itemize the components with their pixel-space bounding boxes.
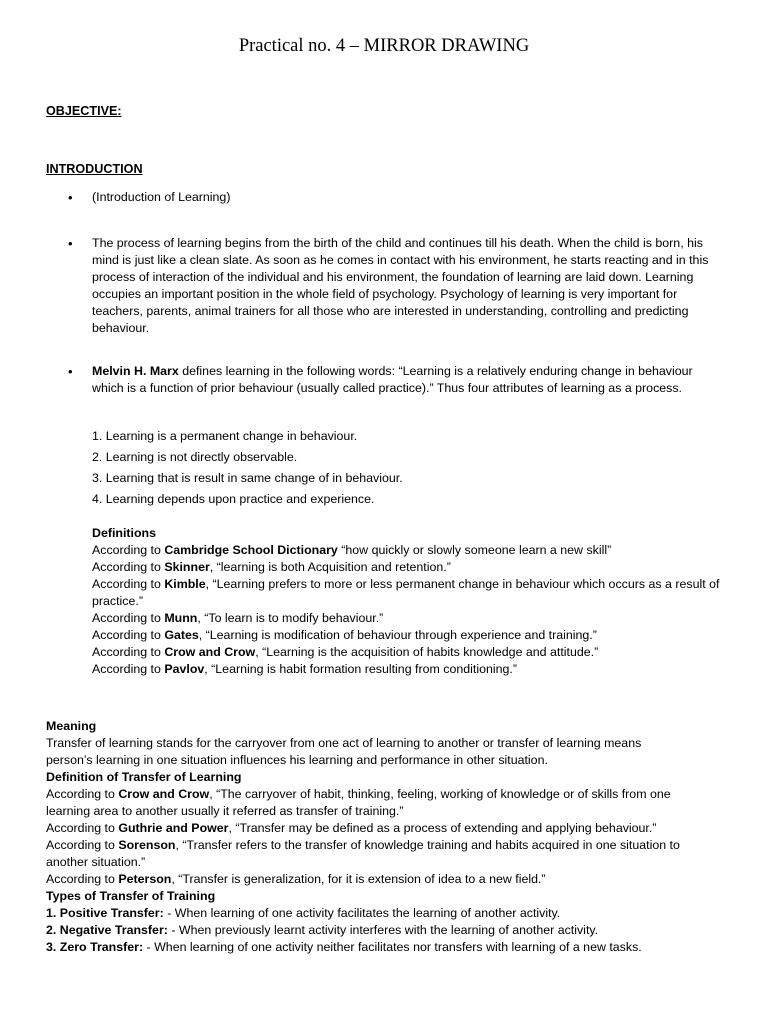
definition-item: According to Gates, “Learning is modification of behaviour through experience and training.” bbox=[92, 628, 597, 642]
definition-item: According to Munn, “To learn is to modify behaviour.” bbox=[92, 611, 384, 625]
transfer-type-item: 2. Negative Transfer: - When previously learnt activity interferes with the learning of another activity. bbox=[46, 923, 599, 937]
bullet-learning-process: The process of learning begins from the birth of the child and continues till his death. When the child is born, his mind is just like a clean slate. As soon as he comes in contact with his environment, he starts reacting and in this process of interaction of the individual and his environment, the foundation of learning are laid down. Learning occupies an important position in the whole field of psychology. Psychology of learning is very important for teachers, parents, animal trainers for all those who are interested in understanding, controlling and predicting behaviour. bbox=[92, 236, 709, 335]
transfer-section bbox=[46, 718, 686, 956]
introduction-heading: INTRODUCTION bbox=[46, 162, 143, 176]
marx-name: Melvin H. Marx bbox=[92, 364, 179, 378]
types-heading: Types of Transfer of Training bbox=[46, 889, 216, 903]
definition-item: According to Kimble, “Learning prefers to more or less permanent change in behaviour which occurs as a result of practice.” bbox=[92, 577, 720, 608]
objective-heading: OBJECTIVE: bbox=[46, 104, 122, 118]
meaning-text: Transfer of learning stands for the carryover from one act of learning to another or transfer of learning means person’s learning in one situation influences his learning and performance in other situation. bbox=[46, 736, 642, 767]
definitions-heading: Definitions bbox=[92, 526, 157, 540]
attribute-item: 4. Learning depends upon practice and experience. bbox=[92, 492, 375, 506]
definitions-section bbox=[92, 525, 722, 678]
bullet-intro-learning: (Introduction of Learning) bbox=[92, 190, 231, 204]
transfer-definition-heading: Definition of Transfer of Learning bbox=[46, 770, 242, 784]
definition-item: According to Skinner, “learning is both Acquisition and retention.” bbox=[92, 560, 451, 574]
transfer-definition-item: According to Guthrie and Power, “Transfer may be defined as a process of extending and applying behaviour.” bbox=[46, 821, 657, 835]
transfer-type-item: 3. Zero Transfer: - When learning of one activity neither facilitates nor transfers with learning of a new tasks. bbox=[46, 940, 642, 954]
attribute-item: 3. Learning that is result in same change of in behaviour. bbox=[92, 471, 403, 485]
bullet-icon: • bbox=[68, 190, 73, 205]
attribute-item: 1. Learning is a permanent change in behaviour. bbox=[92, 429, 358, 443]
definition-item: According to Cambridge School Dictionary “how quickly or slowly someone learn a new skill” bbox=[92, 543, 612, 557]
definition-item: According to Crow and Crow, “Learning is the acquisition of habits knowledge and attitude.” bbox=[92, 645, 599, 659]
transfer-definition-item: According to Peterson, “Transfer is generalization, for it is extension of idea to a new field.” bbox=[46, 872, 546, 886]
bullet-icon: • bbox=[68, 236, 73, 251]
definition-item: According to Pavlov, “Learning is habit formation resulting from conditioning.” bbox=[92, 662, 517, 676]
meaning-heading: Meaning bbox=[46, 719, 97, 733]
attribute-item: 2. Learning is not directly observable. bbox=[92, 450, 298, 464]
transfer-definition-item: According to Sorenson, “Transfer refers to the transfer of knowledge training and habits acquired in one situation to another situation.” bbox=[46, 838, 680, 869]
bullet-marx-definition bbox=[92, 363, 712, 397]
transfer-type-item: 1. Positive Transfer: - When learning of one activity facilitates the learning of another activity. bbox=[46, 906, 561, 920]
marx-text: defines learning in the following words: “Learning is a relatively enduring change in behaviour which is a function of prior behaviour (usually called practice).” Thus four attributes of learning as a process. bbox=[92, 364, 693, 395]
transfer-definition-item: According to Crow and Crow, “The carryover of habit, thinking, feeling, working of knowledge or of skills from one learning area to another usually it referred as transfer of training.” bbox=[46, 787, 671, 818]
bullet-icon: • bbox=[68, 364, 73, 379]
page-title: Practical no. 4 – MIRROR DRAWING bbox=[238, 36, 530, 56]
